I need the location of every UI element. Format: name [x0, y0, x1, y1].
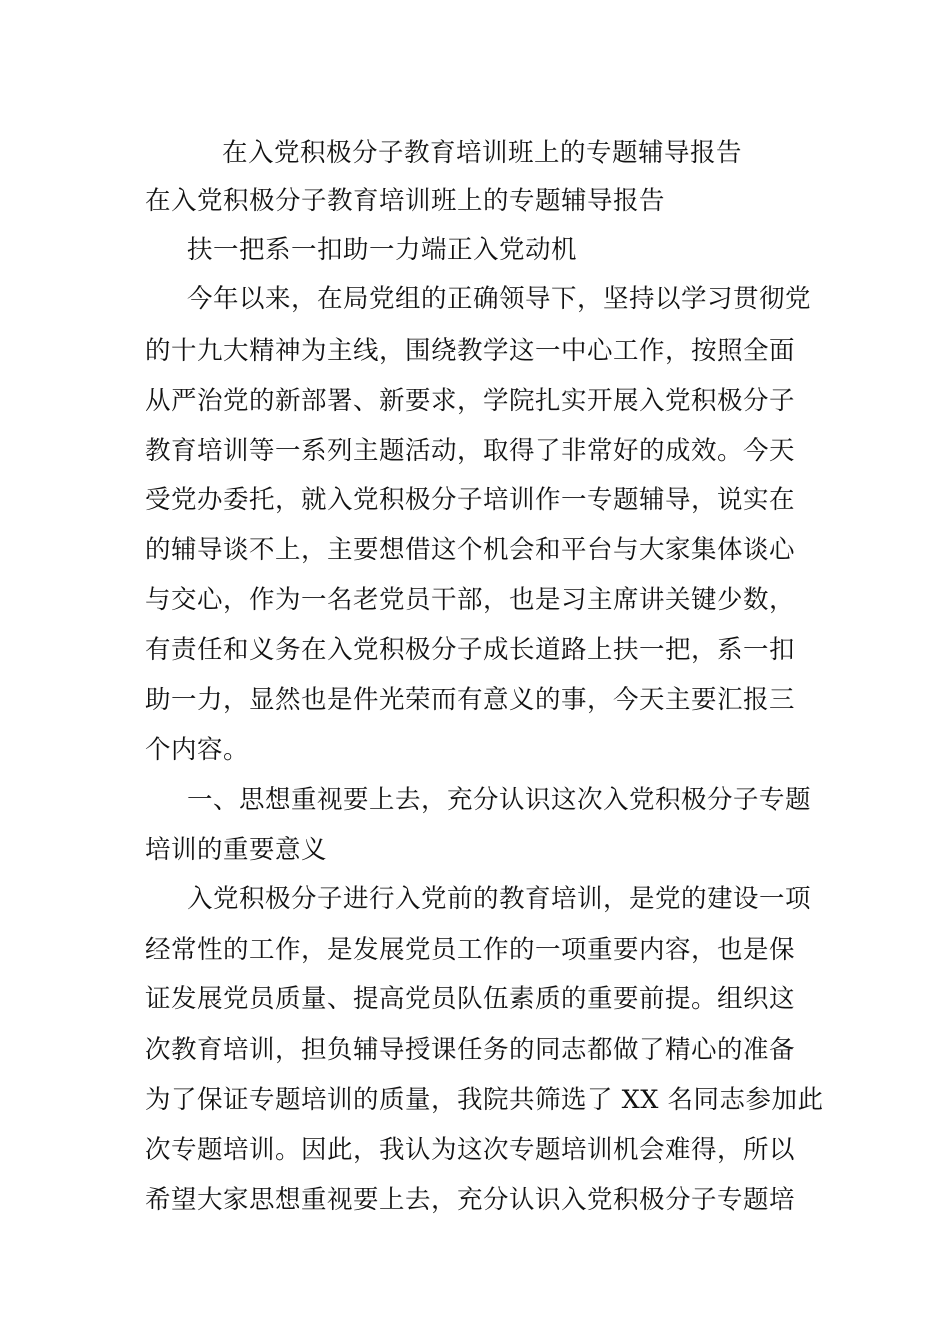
- paragraph-line: 经常性的工作，是发展党员工作的一项重要内容，也是保: [145, 935, 796, 965]
- paragraph-line: 受党办委托，就入党积极分子培训作一专题辅导，说实在: [145, 485, 796, 515]
- paragraph-line: 次专题培训。因此，我认为这次专题培训机会难得，所以: [145, 1135, 796, 1165]
- paragraph-line: 教育培训等一系列主题活动，取得了非常好的成效。今天: [145, 436, 796, 466]
- paragraph-line: 入党积极分子进行入党前的教育培训，是党的建设一项: [187, 884, 812, 914]
- paragraph-line: 次教育培训，担负辅导授课任务的同志都做了精心的准备: [145, 1035, 796, 1065]
- section-heading-line: 一、思想重视要上去，充分认识这次入党积极分子专题: [187, 785, 812, 815]
- theme-line: 扶一把系一扣助一力端正入党动机: [187, 235, 578, 265]
- paragraph-line: 的十九大精神为主线，围绕教学这一中心工作，按照全面: [145, 336, 796, 366]
- paragraph-line: 助一力，显然也是件光荣而有意义的事，今天主要汇报三: [145, 685, 796, 715]
- subtitle-line: 在入党积极分子教育培训班上的专题辅导报告: [145, 186, 666, 216]
- document-heading: 在入党积极分子教育培训班上的专题辅导报告: [222, 138, 743, 168]
- paragraph-line: 希望大家思想重视要上去，充分认识入党积极分子专题培: [145, 1185, 796, 1215]
- paragraph-line: 证发展党员质量、提高党员队伍素质的重要前提。组织这: [145, 984, 796, 1014]
- paragraph-line: 有责任和义务在入党积极分子成长道路上扶一把，系一扣: [145, 635, 796, 665]
- paragraph-line: 个内容。: [145, 735, 250, 765]
- paragraph-line: 为了保证专题培训的质量，我院共筛选了 XX 名同志参加此: [145, 1085, 824, 1115]
- paragraph-line: 今年以来，在局党组的正确领导下，坚持以学习贯彻党: [187, 284, 812, 314]
- section-heading-line: 培训的重要意义: [145, 835, 328, 865]
- paragraph-line: 从严治党的新部署、新要求，学院扎实开展入党积极分子: [145, 386, 796, 416]
- paragraph-line: 的辅导谈不上，主要想借这个机会和平台与大家集体谈心: [145, 535, 796, 565]
- paragraph-line: 与交心，作为一名老党员干部，也是习主席讲关键少数，: [145, 585, 796, 615]
